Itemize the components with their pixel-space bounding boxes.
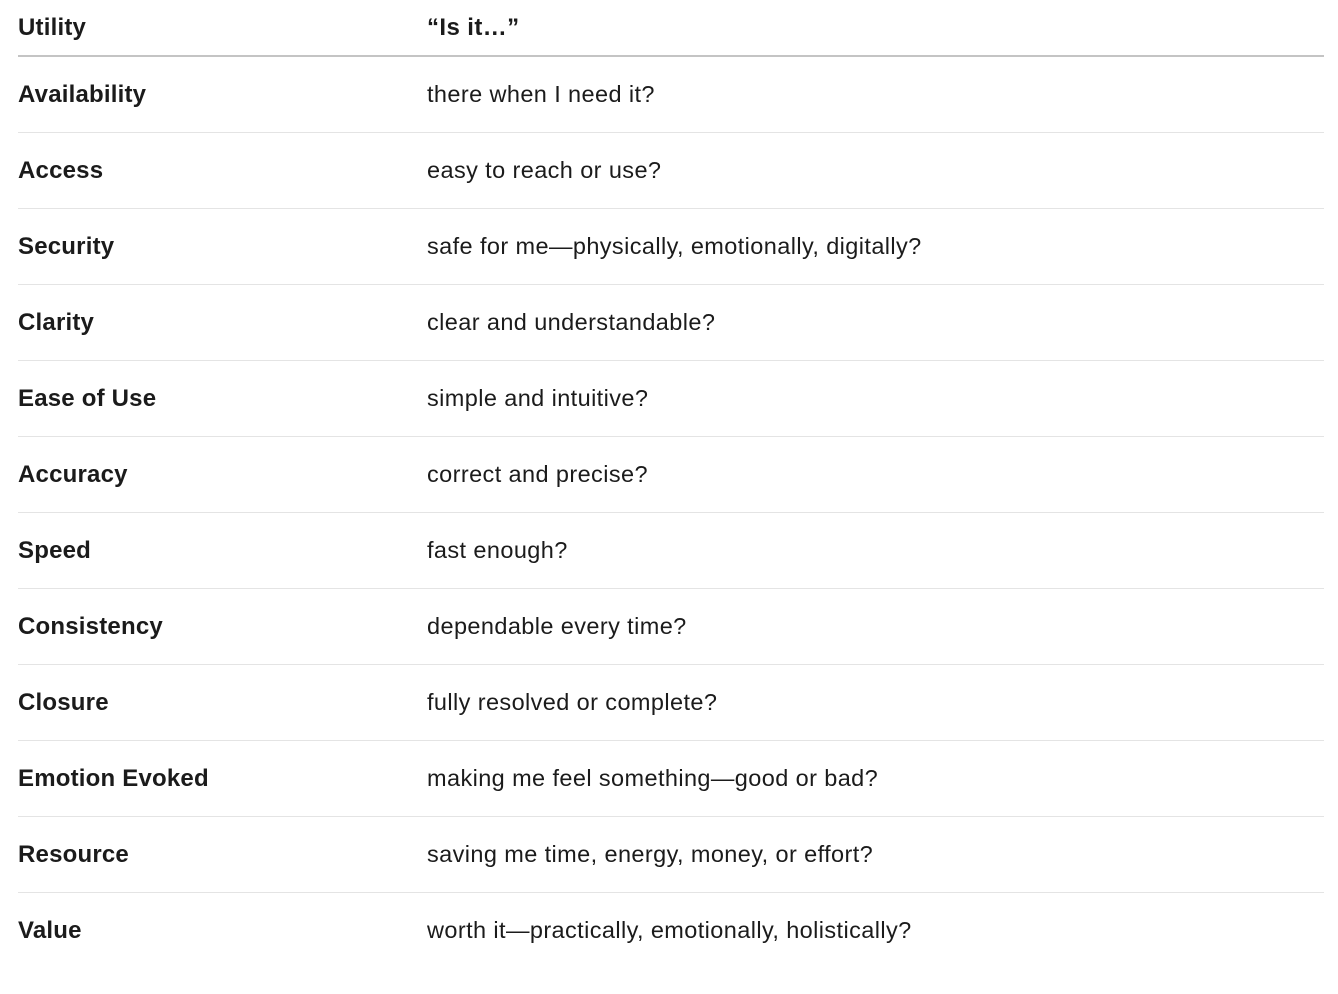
utility-table bbox=[18, 0, 1324, 968]
table-row bbox=[18, 361, 1324, 437]
table-row bbox=[18, 741, 1324, 817]
table-row bbox=[18, 817, 1324, 893]
question-cell: fully resolved or complete? bbox=[427, 689, 718, 715]
table-row bbox=[18, 513, 1324, 589]
table-row bbox=[18, 893, 1324, 968]
utility-cell: Resource bbox=[18, 840, 129, 868]
question-cell: easy to reach or use? bbox=[427, 157, 662, 183]
question-cell: clear and understandable? bbox=[427, 309, 716, 335]
table-row bbox=[18, 665, 1324, 741]
table-row bbox=[18, 589, 1324, 665]
utility-cell: Value bbox=[18, 916, 82, 944]
table-row bbox=[18, 285, 1324, 361]
question-cell: making me feel something—good or bad? bbox=[427, 765, 879, 791]
utility-cell: Availability bbox=[18, 80, 147, 108]
utility-cell: Emotion Evoked bbox=[18, 764, 209, 792]
question-cell: dependable every time? bbox=[427, 613, 687, 639]
utility-cell: Access bbox=[18, 156, 104, 184]
utility-cell: Closure bbox=[18, 688, 109, 716]
utility-cell: Clarity bbox=[18, 308, 95, 336]
question-cell: there when I need it? bbox=[427, 81, 655, 107]
question-cell: correct and precise? bbox=[427, 461, 648, 487]
table-row bbox=[18, 209, 1324, 285]
table-header-row bbox=[18, 0, 1324, 57]
column-header-question: “Is it…” bbox=[427, 13, 520, 41]
utility-cell: Ease of Use bbox=[18, 384, 157, 412]
table-row bbox=[18, 57, 1324, 133]
column-header-utility: Utility bbox=[18, 13, 87, 41]
question-cell: safe for me—physically, emotionally, digitally? bbox=[427, 233, 922, 259]
utility-cell: Speed bbox=[18, 536, 92, 564]
table-row bbox=[18, 133, 1324, 209]
question-cell: worth it—practically, emotionally, holistically? bbox=[427, 917, 912, 943]
utility-cell: Accuracy bbox=[18, 460, 128, 488]
utility-cell: Consistency bbox=[18, 612, 163, 640]
question-cell: simple and intuitive? bbox=[427, 385, 649, 411]
question-cell: saving me time, energy, money, or effort? bbox=[427, 841, 874, 867]
question-cell: fast enough? bbox=[427, 537, 568, 563]
utility-cell: Security bbox=[18, 232, 115, 260]
table-row bbox=[18, 437, 1324, 513]
